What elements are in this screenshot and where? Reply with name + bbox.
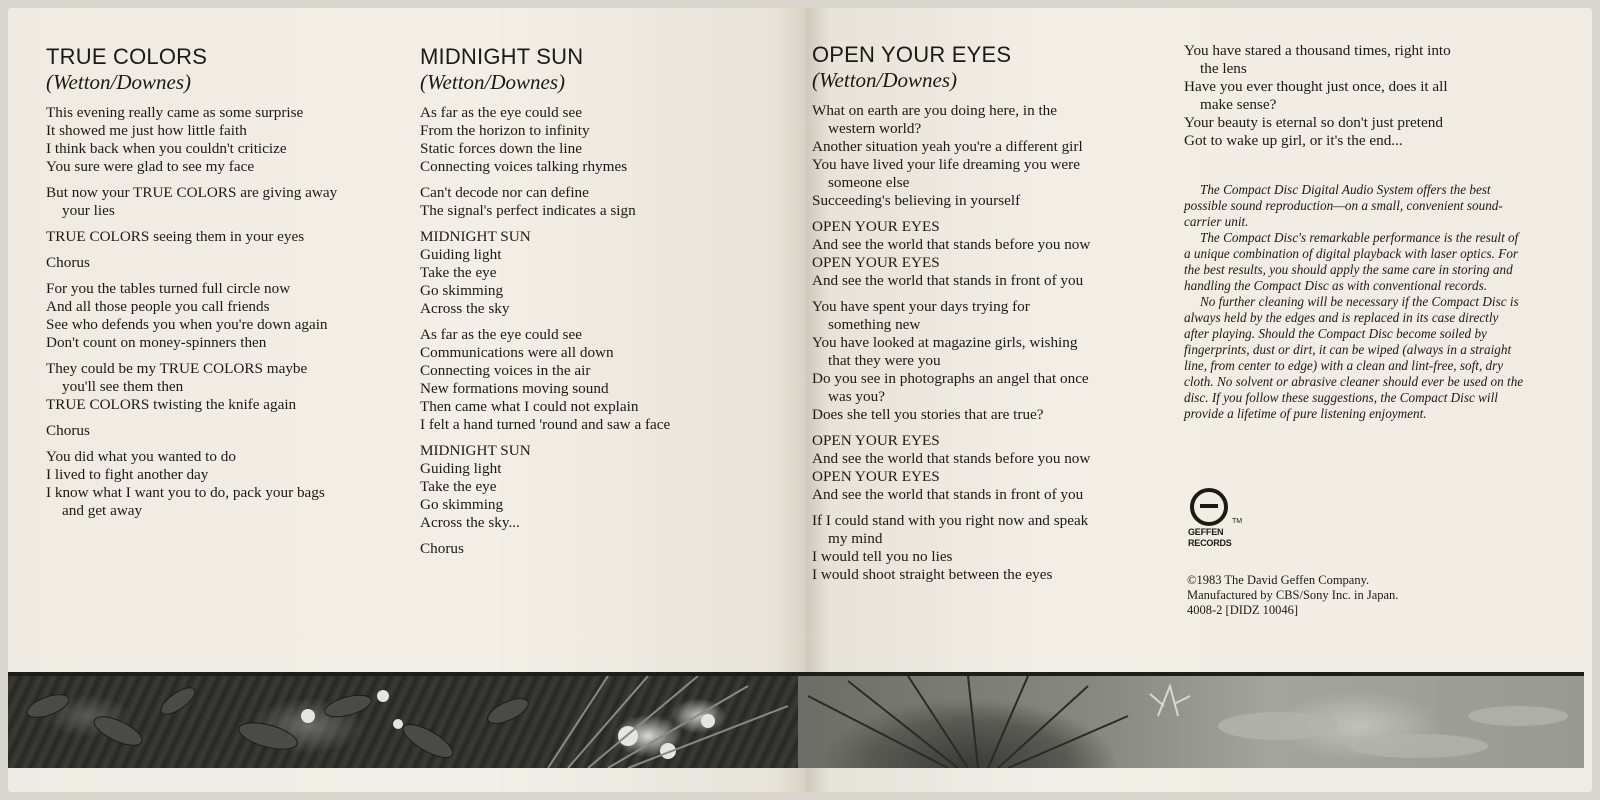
stanza [812,512,1172,584]
lyric-line: was you? [828,388,885,405]
lyric-line: MIDNIGHT SUN [420,228,531,245]
geffen-logo-icon [1190,488,1228,526]
stanza [46,280,416,352]
lyric-line: OPEN YOUR EYES [812,218,940,235]
lyric-line: Your beauty is eternal so don't just pretend [1184,114,1443,131]
stanza [420,540,780,558]
lyric-line: You have stared a thousand times, right into [1184,42,1451,59]
lyric-line: And see the world that stands before you now [812,236,1091,253]
lyric-line: I would shoot straight between the eyes [812,566,1053,583]
lyric-line: Static forces down the line [420,140,582,157]
notice-paragraph: The Compact Disc Digital Audio System offers the best possible sound reproduction—on a small, convenient sound-carrier unit. [1184,182,1503,229]
lyric-line: OPEN YOUR EYES [812,254,940,271]
lyric-line: the lens [1200,60,1247,77]
lyrics [420,104,780,558]
notice-paragraph: No further cleaning will be necessary if the Compact Disc is always held by the edges and is replaced in its case directly after playing. Should the Compact Disc become soiled by fingerprints, dust or dirt, it can be wiped (always in a straight line, from center to edge) with a clean and lint-free, soft, dry cloth. No solvent or abrasive cleaner should ever be used on the disc. If you follow these suggestions, the Compact Disc will provide a lifetime of pure listening enjoyment. [1184,294,1524,421]
lyric-line: And see the world that stands in front of you [812,486,1084,503]
manufacturer-line: Manufactured by CBS/Sony Inc. in Japan. [1187,588,1399,602]
lyric-line: Across the sky... [420,514,520,531]
lyric-line: Chorus [46,422,90,439]
stanza [420,104,780,176]
copyright-line: ©1983 The David Geffen Company. [1187,573,1370,587]
lyric-line: Go skimming [420,282,504,299]
stanza [420,228,780,318]
stanza [46,360,416,414]
logo-line-2: RECORDS [1188,538,1232,548]
lyric-line: As far as the eye could see [420,104,582,121]
lyric-line: someone else [828,174,910,191]
stanza [812,432,1172,504]
jungle-illustration-band [8,676,798,768]
lyric-line: I know what I want you to do, pack your bags [46,484,325,501]
stanza [420,184,780,220]
stanza [420,326,780,434]
lyric-line: Then came what I could not explain [420,398,639,415]
jungle-leaves-icon [8,676,798,768]
stanza [46,422,416,440]
lyric-line: The signal's perfect indicates a sign [420,202,636,219]
lyric-line: your lies [62,202,115,219]
trademark-mark: TM [1232,518,1243,525]
song-credit: (Wetton/Downes) [46,70,192,94]
lyric-line: Can't decode nor can define [420,184,589,201]
lyric-line: my mind [828,530,883,547]
lyric-line: I lived to fight another day [46,466,209,483]
lyric-line: You have looked at magazine girls, wishing [812,334,1078,351]
lyric-line: You have lived your life dreaming you were [812,156,1080,173]
lyric-line: TRUE COLORS twisting the knife again [46,396,297,413]
lyric-line: you'll see them then [62,378,184,395]
lyric-line: Across the sky [420,300,510,317]
stanza [812,218,1172,290]
lyrics [1184,42,1534,150]
catalog-number: 4008-2 [DIDZ 10046] [1187,603,1299,617]
lyric-line: And see the world that stands before you now [812,450,1091,467]
lyric-line: MIDNIGHT SUN [420,442,531,459]
lyric-line: make sense? [1200,96,1277,113]
lyric-line: See who defends you when you're down again [46,316,328,333]
lyric-line: For you the tables turned full circle now [46,280,291,297]
lyrics [46,104,416,520]
stanza [46,228,416,246]
song-title: TRUE COLORS [46,44,208,69]
stanza [46,448,416,520]
compact-disc-notice [1184,182,1524,422]
lyric-line: Connecting voices talking rhymes [420,158,628,175]
lyric-line: You have spent your days trying for [812,298,1030,315]
lyric-line: I would tell you no lies [812,548,953,565]
lyric-line: As far as the eye could see [420,326,582,343]
lyric-line: OPEN YOUR EYES [812,468,940,485]
lyric-line: Go skimming [420,496,504,513]
lyric-line: Chorus [420,540,464,557]
lyrics [812,102,1172,584]
song-title: MIDNIGHT SUN [420,44,584,69]
lyric-line: Do you see in photographs an angel that once [812,370,1089,387]
stanza [420,442,780,532]
lyric-line: You did what you wanted to do [46,448,236,465]
song-midnight-sun [420,44,780,566]
lyric-line: TRUE COLORS seeing them in your eyes [46,228,305,245]
lyric-line: Have you ever thought just once, does it all [1184,78,1448,95]
lyric-line: Connecting voices in the air [420,362,591,379]
lyric-line: From the horizon to infinity [420,122,590,139]
lyric-line: something new [828,316,921,333]
lyrics-continuation [1184,42,1534,158]
song-open-your-eyes [812,42,1172,592]
lyric-line: But now your TRUE COLORS are giving away [46,184,338,201]
lyric-line: Communications were all down [420,344,614,361]
lyric-line: If I could stand with you right now and speak [812,512,1089,529]
lyric-line: Take the eye [420,478,497,495]
lyric-line: Take the eye [420,264,497,281]
song-true-colors [46,44,416,528]
lyric-line: OPEN YOUR EYES [812,432,940,449]
lyric-line: And all those people you call friends [46,298,270,315]
palm-and-sea-icon [798,676,1584,768]
stanza [812,298,1172,424]
song-title: OPEN YOUR EYES [812,42,1012,67]
lyric-line: Got to wake up girl, or it's the end... [1184,132,1403,149]
lyric-line: This evening really came as some surprise [46,104,304,121]
lyric-line: I felt a hand turned 'round and saw a face [420,416,671,433]
stanza [812,102,1172,210]
lyric-line: and get away [62,502,143,519]
geffen-logo [1188,488,1268,548]
lyric-line: that they were you [828,352,941,369]
lyric-line: Succeeding's believing in yourself [812,192,1021,209]
ocean-illustration-band [798,676,1584,768]
song-credit: (Wetton/Downes) [812,68,958,92]
lyric-line: They could be my TRUE COLORS maybe [46,360,308,377]
notice-paragraph: The Compact Disc's remarkable performance is the result of a unique combination of digital playback with laser optics. For the best results, you should apply the same care in storing and handling the Compact Disc as with conventional records. [1184,230,1519,293]
lyric-line: western world? [828,120,922,137]
lyric-line: New formations moving sound [420,380,609,397]
stanza [1184,42,1534,150]
lyric-line: Guiding light [420,460,502,477]
lyric-line: Chorus [46,254,90,271]
lyric-line: Another situation yeah you're a different girl [812,138,1083,155]
lyric-line: Don't count on money-spinners then [46,334,267,351]
lyric-line: And see the world that stands in front of you [812,272,1084,289]
lyric-line: You sure were glad to see my face [46,158,255,175]
logo-line-1: GEFFEN [1188,527,1224,537]
lyric-line: Does she tell you stories that are true? [812,406,1044,423]
lyric-line: I think back when you couldn't criticize [46,140,287,157]
stanza [46,254,416,272]
lyric-line: What on earth are you doing here, in the [812,102,1058,119]
lyric-line: It showed me just how little faith [46,122,247,139]
copyright-block [1187,573,1487,618]
stanza [46,104,416,176]
song-credit: (Wetton/Downes) [420,70,566,94]
stanza [46,184,416,220]
lyric-line: Guiding light [420,246,502,263]
